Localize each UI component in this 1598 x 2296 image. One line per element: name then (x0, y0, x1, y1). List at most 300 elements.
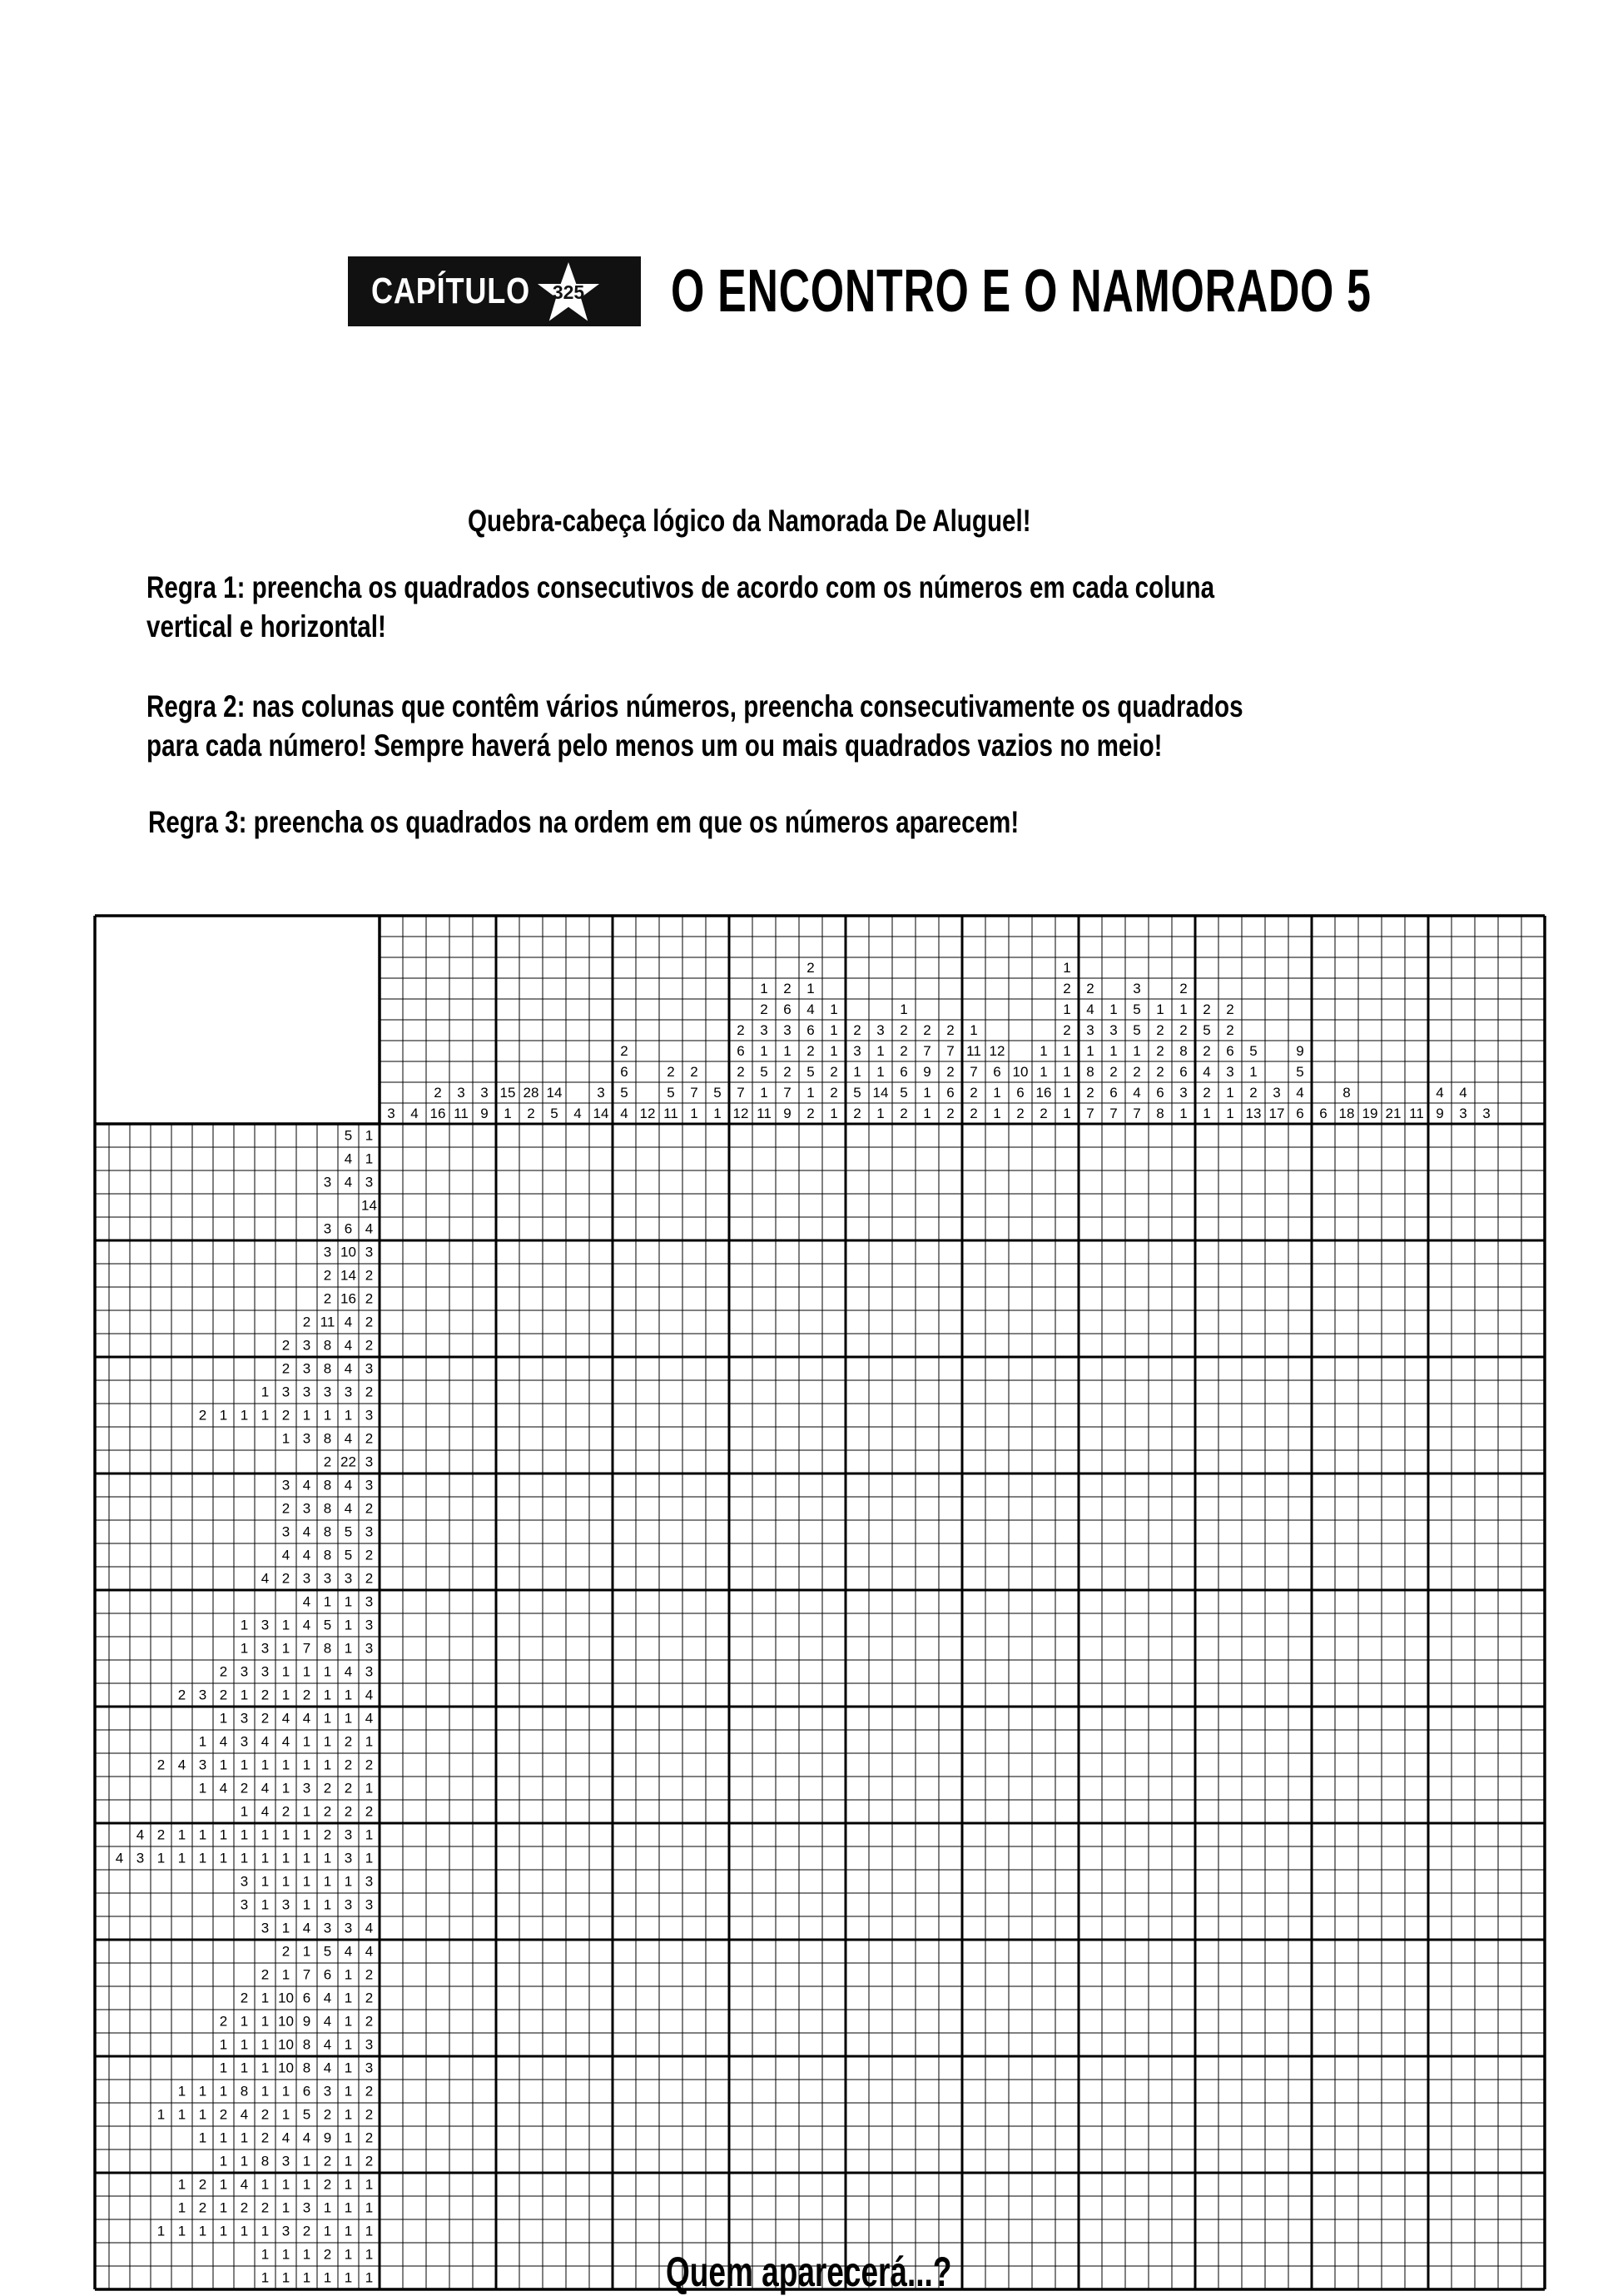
column-clue: 2 (1016, 1106, 1025, 1121)
column-clue: 5 (853, 1085, 861, 1101)
row-clue: 1 (240, 1826, 249, 1843)
row-clue: 3 (365, 1640, 374, 1657)
column-clue: 1 (970, 1022, 978, 1038)
row-clue: 4 (281, 1733, 290, 1750)
row-clue: 1 (261, 2223, 270, 2239)
column-clue: 1 (783, 1043, 792, 1059)
column-clue: 1 (1063, 960, 1071, 976)
row-clue: 5 (323, 1617, 332, 1633)
row-clue: 1 (281, 1966, 290, 1983)
column-clue: 2 (690, 1064, 698, 1080)
row-clue: 3 (302, 1500, 311, 1517)
row-clue: 4 (344, 1943, 353, 1960)
column-clue: 1 (1063, 1106, 1071, 1121)
row-clue: 9 (323, 2130, 332, 2146)
row-clue: 2 (365, 1337, 374, 1354)
row-clue: 1 (323, 1710, 332, 1727)
row-clue: 2 (365, 2153, 374, 2169)
column-clue: 7 (1133, 1106, 1141, 1121)
column-clue: 5 (713, 1085, 722, 1101)
row-clue: 8 (323, 1360, 332, 1377)
row-clue: 3 (240, 1896, 249, 1913)
column-clue: 5 (1296, 1064, 1304, 1080)
column-clue: 8 (1342, 1085, 1351, 1101)
column-clue: 1 (853, 1064, 861, 1080)
row-clue: 1 (240, 1757, 249, 1773)
row-clue: 1 (281, 1757, 290, 1773)
column-clue: 3 (597, 1085, 605, 1101)
column-clue: 4 (1086, 1001, 1094, 1017)
column-clue: 1 (806, 981, 815, 996)
column-clue: 6 (737, 1043, 745, 1059)
row-clue: 1 (261, 1384, 270, 1400)
row-clue: 3 (302, 1570, 311, 1587)
row-clue: 2 (177, 1687, 186, 1703)
column-clue: 4 (573, 1106, 582, 1121)
row-clue: 1 (177, 1850, 186, 1866)
row-clue: 3 (302, 2199, 311, 2216)
column-clue: 1 (504, 1106, 512, 1121)
row-clue: 3 (302, 1360, 311, 1377)
column-clue: 3 (1482, 1106, 1491, 1121)
row-clue: 1 (344, 2176, 353, 2193)
row-clue: 4 (261, 1780, 270, 1797)
row-clue: 1 (323, 1687, 332, 1703)
column-clue: 2 (970, 1085, 978, 1101)
row-clue: 2 (323, 2246, 332, 2263)
column-clue: 2 (900, 1043, 908, 1059)
column-clue: 14 (872, 1085, 889, 1101)
row-clue: 1 (219, 1850, 228, 1866)
row-clue: 3 (365, 1244, 374, 1260)
column-clue: 1 (1179, 1106, 1188, 1121)
column-clue: 4 (620, 1106, 628, 1121)
column-clue: 1 (876, 1043, 885, 1059)
row-clue: 14 (340, 1267, 356, 1284)
row-clue: 2 (344, 1803, 353, 1820)
row-clue: 5 (344, 1127, 353, 1144)
column-clue: 2 (946, 1106, 955, 1121)
row-clue: 10 (278, 2013, 294, 2030)
row-clue: 1 (261, 2176, 270, 2193)
column-clue: 3 (783, 1022, 792, 1038)
row-clue: 2 (261, 2130, 270, 2146)
row-clue: 1 (240, 2153, 249, 2169)
column-clue: 3 (1459, 1106, 1467, 1121)
row-clue: 1 (365, 1850, 374, 1866)
row-clue: 2 (365, 1314, 374, 1330)
row-clue: 10 (278, 2036, 294, 2053)
row-clue: 3 (323, 1570, 332, 1587)
row-clue: 3 (365, 1873, 374, 1890)
column-clue: 1 (1063, 1043, 1071, 1059)
row-clue: 1 (261, 2013, 270, 2030)
row-clue: 1 (240, 2060, 249, 2076)
row-clue: 3 (240, 1873, 249, 1890)
column-clue: 2 (1179, 981, 1188, 996)
row-clue: 1 (281, 1640, 290, 1657)
row-clue: 2 (365, 1500, 374, 1517)
row-clue: 4 (344, 1174, 353, 1190)
row-clue: 4 (344, 1477, 353, 1493)
grid-lines (95, 916, 1545, 2289)
row-clue: 4 (219, 1733, 228, 1750)
row-clue: 1 (302, 2153, 311, 2169)
row-clue: 1 (261, 2083, 270, 2100)
row-clue: 1 (240, 1617, 249, 1633)
row-clue: 1 (365, 1826, 374, 1843)
column-clue: 12 (639, 1106, 656, 1121)
row-clue: 4 (302, 1477, 311, 1493)
row-clue: 8 (323, 1430, 332, 1447)
row-clue: 1 (261, 1873, 270, 1890)
column-clue: 4 (1459, 1085, 1467, 1101)
row-clue: 1 (261, 1826, 270, 1843)
column-clue: 1 (1063, 1064, 1071, 1080)
column-clue: 2 (853, 1022, 861, 1038)
row-clue: 1 (198, 2083, 207, 2100)
column-clue: 1 (1063, 1085, 1071, 1101)
row-clue: 1 (365, 2176, 374, 2193)
row-clue: 1 (261, 1757, 270, 1773)
row-clue: 3 (323, 1384, 332, 1400)
row-clue: 1 (281, 1850, 290, 1866)
column-clue: 4 (1203, 1064, 1211, 1080)
column-clue: 3 (1133, 981, 1141, 996)
row-clue: 3 (261, 1663, 270, 1680)
row-clue: 2 (365, 1966, 374, 1983)
row-clue: 1 (281, 2199, 290, 2216)
row-clue: 1 (281, 1873, 290, 1890)
column-clue: 5 (550, 1106, 558, 1121)
row-clue: 3 (365, 1617, 374, 1633)
column-clue: 6 (1156, 1085, 1164, 1101)
row-clue: 2 (219, 1663, 228, 1680)
row-clue: 1 (344, 2130, 353, 2146)
row-clue: 1 (344, 1407, 353, 1424)
column-clue: 5 (900, 1085, 908, 1101)
row-clue: 2 (281, 1803, 290, 1820)
row-clue: 2 (344, 1780, 353, 1797)
row-clue: 14 (361, 1197, 377, 1214)
row-clue: 8 (323, 1477, 332, 1493)
row-clue: 4 (136, 1826, 145, 1843)
row-clue: 1 (302, 2176, 311, 2193)
row-clue: 4 (344, 1150, 353, 1167)
row-clue: 4 (219, 1780, 228, 1797)
row-clue: 2 (323, 2106, 332, 2123)
column-clue: 1 (806, 1085, 815, 1101)
column-clue: 2 (783, 1064, 792, 1080)
column-clue: 6 (1296, 1106, 1304, 1121)
row-clue: 10 (278, 2060, 294, 2076)
column-clue: 2 (1086, 981, 1094, 996)
column-clue: 19 (1362, 1106, 1378, 1121)
column-clue: 1 (1133, 1043, 1141, 1059)
row-clue: 2 (365, 1803, 374, 1820)
row-clue: 2 (365, 1290, 374, 1307)
row-clue: 1 (177, 1826, 186, 1843)
column-clue: 1 (690, 1106, 698, 1121)
row-clue: 1 (240, 2013, 249, 2030)
row-clue: 1 (261, 1990, 270, 2006)
row-clue: 3 (344, 1896, 353, 1913)
column-clue: 11 (454, 1106, 469, 1121)
row-clue: 1 (281, 1663, 290, 1680)
clue-layer (116, 960, 1491, 2286)
row-clue: 3 (344, 1920, 353, 1936)
row-clue: 2 (156, 1757, 166, 1773)
row-clue: 4 (302, 1547, 311, 1563)
row-clue: 4 (323, 2060, 332, 2076)
row-clue: 4 (177, 1757, 186, 1773)
row-clue: 1 (281, 1617, 290, 1633)
column-clue: 1 (1063, 1001, 1071, 1017)
column-clue: 3 (1273, 1085, 1281, 1101)
column-clue: 2 (946, 1064, 955, 1080)
column-clue: 15 (499, 1085, 516, 1101)
row-clue: 6 (302, 2083, 311, 2100)
row-clue: 1 (198, 1826, 207, 1843)
row-clue: 1 (281, 2176, 290, 2193)
row-clue: 4 (281, 2130, 290, 2146)
row-clue: 1 (261, 2269, 270, 2286)
column-clue: 6 (1109, 1085, 1118, 1101)
row-clue: 2 (365, 1430, 374, 1447)
column-clue: 7 (946, 1043, 955, 1059)
column-clue: 2 (667, 1064, 675, 1080)
column-clue: 11 (1409, 1106, 1424, 1121)
row-clue: 2 (281, 1570, 290, 1587)
row-clue: 6 (344, 1220, 353, 1237)
column-clue: 2 (783, 981, 792, 996)
row-clue: 2 (365, 1757, 374, 1773)
column-clue: 5 (620, 1085, 628, 1101)
row-clue: 1 (323, 2223, 332, 2239)
row-clue: 2 (302, 2223, 311, 2239)
column-clue: 9 (480, 1106, 489, 1121)
column-clue: 2 (1156, 1022, 1164, 1038)
row-clue: 3 (198, 1757, 207, 1773)
column-clue: 6 (1319, 1106, 1328, 1121)
column-clue: 2 (1156, 1064, 1164, 1080)
row-clue: 3 (240, 1733, 249, 1750)
row-clue: 2 (323, 2176, 332, 2193)
row-clue: 1 (365, 1127, 374, 1144)
column-clue: 2 (1226, 1022, 1234, 1038)
row-clue: 1 (156, 2223, 166, 2239)
row-clue: 1 (281, 1780, 290, 1797)
row-clue: 1 (344, 1640, 353, 1657)
row-clue: 1 (302, 1733, 311, 1750)
row-clue: 2 (281, 1360, 290, 1377)
column-clue: 2 (900, 1022, 908, 1038)
column-clue: 17 (1268, 1106, 1285, 1121)
row-clue: 7 (302, 1640, 311, 1657)
rule-2-line-1: Regra 2: nas colunas que contêm vários números, preencha consecutivamente os quadrados (146, 689, 1243, 723)
row-clue: 1 (281, 1687, 290, 1703)
column-clue: 1 (993, 1106, 1001, 1121)
row-clue: 1 (156, 2106, 166, 2123)
row-clue: 1 (219, 2223, 228, 2239)
column-clue: 9 (923, 1064, 931, 1080)
row-clue: 3 (281, 1896, 290, 1913)
row-clue: 1 (219, 2176, 228, 2193)
column-clue: 5 (1203, 1022, 1211, 1038)
row-clue: 1 (219, 2199, 228, 2216)
column-clue: 1 (760, 1043, 768, 1059)
row-clue: 1 (261, 1850, 270, 1866)
column-clue: 2 (970, 1106, 978, 1121)
row-clue: 2 (365, 2083, 374, 2100)
column-clue: 16 (429, 1106, 446, 1121)
row-clue: 1 (344, 2036, 353, 2053)
row-clue: 11 (320, 1314, 335, 1330)
row-clue: 1 (344, 1966, 353, 1983)
row-clue: 3 (344, 1570, 353, 1587)
row-clue: 1 (323, 1663, 332, 1680)
column-clue: 6 (783, 1001, 792, 1017)
column-clue: 6 (1016, 1085, 1025, 1101)
row-clue: 2 (198, 2199, 207, 2216)
row-clue: 3 (365, 1477, 374, 1493)
row-clue: 4 (365, 1710, 374, 1727)
row-clue: 4 (365, 1920, 374, 1936)
column-clue: 10 (1012, 1064, 1029, 1080)
row-clue: 4 (261, 1733, 270, 1750)
chapter-number: 325 (552, 281, 585, 303)
row-clue: 1 (344, 2060, 353, 2076)
column-clue: 12 (732, 1106, 749, 1121)
column-clue: 1 (830, 1022, 838, 1038)
row-clue: 1 (281, 2269, 290, 2286)
row-clue: 1 (177, 2223, 186, 2239)
row-clue: 2 (323, 1780, 332, 1797)
row-clue: 3 (365, 1663, 374, 1680)
column-clue: 2 (620, 1043, 628, 1059)
column-clue: 1 (876, 1106, 885, 1121)
row-clue: 1 (302, 1407, 311, 1424)
row-clue: 1 (156, 1850, 166, 1866)
row-clue: 1 (344, 2223, 353, 2239)
row-clue: 4 (365, 1687, 374, 1703)
row-clue: 8 (240, 2083, 249, 2100)
column-clue: 1 (1040, 1064, 1048, 1080)
row-clue: 1 (219, 2083, 228, 2100)
row-clue: 4 (261, 1803, 270, 1820)
row-clue: 4 (115, 1850, 124, 1866)
row-clue: 1 (219, 1826, 228, 1843)
row-clue: 4 (302, 2130, 311, 2146)
column-clue: 5 (1133, 1001, 1141, 1017)
row-clue: 2 (219, 2106, 228, 2123)
row-clue: 2 (240, 1990, 249, 2006)
row-clue: 1 (365, 2246, 374, 2263)
row-clue: 1 (219, 1710, 228, 1727)
row-clue: 1 (302, 1943, 311, 1960)
column-clue: 18 (1338, 1106, 1355, 1121)
row-clue: 5 (344, 1547, 353, 1563)
column-clue: 4 (1133, 1085, 1141, 1101)
row-clue: 1 (365, 2199, 374, 2216)
column-clue: 4 (410, 1106, 419, 1121)
row-clue: 3 (344, 1850, 353, 1866)
row-clue: 1 (198, 2130, 207, 2146)
row-clue: 1 (198, 1850, 207, 1866)
row-clue: 4 (240, 2106, 249, 2123)
row-clue: 1 (344, 2106, 353, 2123)
column-clue: 1 (1249, 1064, 1258, 1080)
row-clue: 1 (198, 1780, 207, 1797)
row-clue: 1 (240, 2130, 249, 2146)
row-clue: 2 (240, 2199, 249, 2216)
row-clue: 1 (323, 1593, 332, 1610)
row-clue: 1 (302, 1896, 311, 1913)
row-clue: 2 (365, 1990, 374, 2006)
column-clue: 1 (1109, 1001, 1118, 1017)
row-clue: 1 (219, 2036, 228, 2053)
row-clue: 1 (177, 2176, 186, 2193)
row-clue: 3 (365, 1454, 374, 1470)
row-clue: 2 (323, 1267, 332, 1284)
row-clue: 1 (198, 1733, 207, 1750)
column-clue: 1 (1156, 1001, 1164, 1017)
row-clue: 3 (344, 1826, 353, 1843)
column-clue: 1 (876, 1064, 885, 1080)
column-clue: 16 (1035, 1085, 1052, 1101)
row-clue: 3 (198, 1687, 207, 1703)
column-clue: 3 (387, 1106, 395, 1121)
row-clue: 1 (344, 1710, 353, 1727)
column-clue: 12 (989, 1043, 1005, 1059)
row-clue: 2 (261, 1966, 270, 1983)
column-clue: 1 (1203, 1106, 1211, 1121)
row-clue: 1 (302, 1826, 311, 1843)
column-clue: 7 (783, 1085, 792, 1101)
row-clue: 4 (344, 1337, 353, 1354)
column-clue: 6 (900, 1064, 908, 1080)
column-clue: 14 (546, 1085, 563, 1101)
row-clue: 2 (240, 1780, 249, 1797)
column-clue: 3 (853, 1043, 861, 1059)
footer-question: Quem aparecerá...? (666, 2249, 952, 2295)
row-clue: 2 (323, 1826, 332, 1843)
column-clue: 5 (806, 1064, 815, 1080)
row-clue: 16 (340, 1290, 356, 1307)
column-clue: 6 (946, 1085, 955, 1101)
column-clue: 1 (830, 1043, 838, 1059)
row-clue: 4 (323, 1990, 332, 2006)
row-clue: 1 (323, 1733, 332, 1750)
row-clue: 3 (240, 1663, 249, 1680)
row-clue: 1 (219, 2060, 228, 2076)
row-clue: 1 (302, 1757, 311, 1773)
row-clue: 1 (198, 2106, 207, 2123)
column-clue: 2 (923, 1022, 931, 1038)
row-clue: 2 (198, 1407, 207, 1424)
row-clue: 1 (344, 1687, 353, 1703)
column-clue: 2 (1203, 1001, 1211, 1017)
row-clue: 2 (323, 1454, 332, 1470)
column-clue: 5 (1249, 1043, 1258, 1059)
column-clue: 7 (737, 1085, 745, 1101)
row-clue: 4 (302, 1523, 311, 1540)
column-clue: 7 (690, 1085, 698, 1101)
rule-1-line-2: vertical e horizontal! (146, 609, 386, 644)
row-clue: 3 (323, 1244, 332, 1260)
column-clue: 7 (1109, 1106, 1118, 1121)
column-clue: 3 (457, 1085, 465, 1101)
